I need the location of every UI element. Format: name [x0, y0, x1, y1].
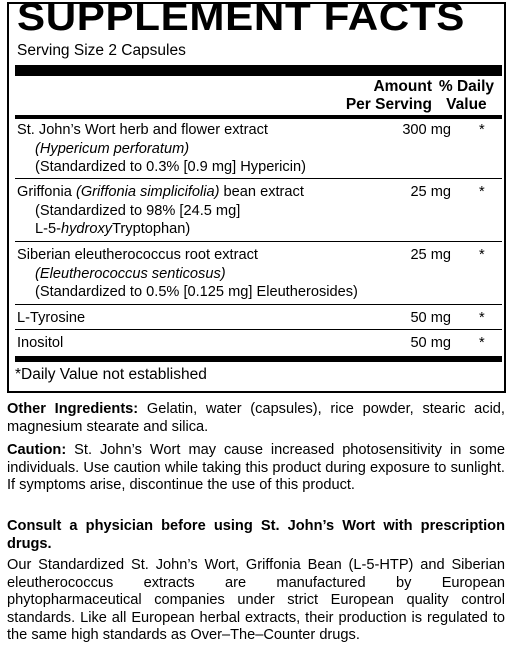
ingredient-dv: * [479, 122, 485, 138]
panel-title: SUPPLEMENT FACTS [17, 0, 465, 39]
ingredient-dv: * [479, 310, 485, 326]
ingredient-amount: 25 mg [410, 247, 451, 263]
dv-header-line1: % Daily [438, 78, 494, 95]
ingredient-dv: * [479, 335, 485, 351]
thick-divider [15, 65, 502, 76]
caution-section [7, 442, 505, 495]
caution-text: St. John’s Wort may cause increased photosensitivity in some individuals. Use caution while taking this product during exposure to sunlight. If symptoms arise, discontinue the use of this product. [7, 442, 505, 493]
header-divider [15, 115, 502, 119]
amount-header [346, 78, 432, 114]
ingredient-name: Griffonia (Griffonia simplicifolia) bean extract [17, 184, 304, 200]
product-description: Our Standardized St. John’s Wort, Griffonia Bean (L-5-HTP) and Siberian eleutherococcus extracts are manufactured by European phytopharmaceutical companies under strict European quality control standards. Like all European herbal extracts, their production is regulated to the same high standards as Over–The–Counter drugs. [7, 557, 505, 643]
row-divider [15, 241, 502, 242]
footer-divider [15, 356, 502, 362]
ingredient-standardization-2: L-5-hydroxyTryptophan) [35, 221, 191, 237]
other-ingredients [7, 401, 505, 436]
ingredient-amount: 50 mg [410, 335, 451, 351]
ingredient-amount: 25 mg [410, 184, 451, 200]
ingredient-latin: (Griffonia simplicifolia) [75, 184, 220, 200]
ingredient-amount: 50 mg [410, 310, 451, 326]
daily-value-header [439, 78, 494, 114]
row-divider [15, 304, 502, 305]
ingredient-name: L-Tyrosine [17, 310, 86, 326]
ingredient-dv: * [479, 247, 485, 263]
ingredient-standardization: (Standardized to 0.5% [0.125 mg] Eleutherosides) [35, 284, 358, 300]
ingredient-dv: * [479, 184, 485, 200]
serving-size: Serving Size 2 Capsules [17, 42, 186, 59]
ingredient-name: Siberian eleutherococcus root extract [17, 247, 258, 263]
row-divider [15, 178, 502, 179]
daily-value-note: *Daily Value not established [15, 366, 207, 383]
other-ingredients-label: Other Ingredients: [7, 401, 139, 417]
ingredient-standardization: (Standardized to 0.3% [0.9 mg] Hypericin) [35, 159, 306, 175]
ingredient-latin: (Eleutherococcus senticosus) [35, 265, 226, 282]
caution-label: Caution: [7, 442, 67, 458]
supplement-facts-panel [7, 2, 506, 393]
dv-header-line2: Value [446, 96, 487, 113]
consult-warning: Consult a physician before using St. John’s Wort with prescription drugs. [7, 518, 505, 552]
ingredient-latin: (Hypericum perforatum) [35, 140, 190, 157]
ingredient-standardization: (Standardized to 98% [24.5 mg] [35, 202, 241, 219]
amount-header-line1: Amount [373, 78, 432, 95]
ingredient-name: St. John’s Wort herb and flower extract [17, 122, 268, 138]
ingredient-name: Inositol [17, 335, 64, 351]
amount-header-line2: Per Serving [345, 96, 432, 113]
other-ingredients-text: Gelatin, water (capsules), rice powder, stearic acid, magnesium stearate and silica. [7, 401, 505, 435]
row-divider [15, 329, 502, 330]
ingredient-amount: 300 mg [402, 122, 451, 138]
